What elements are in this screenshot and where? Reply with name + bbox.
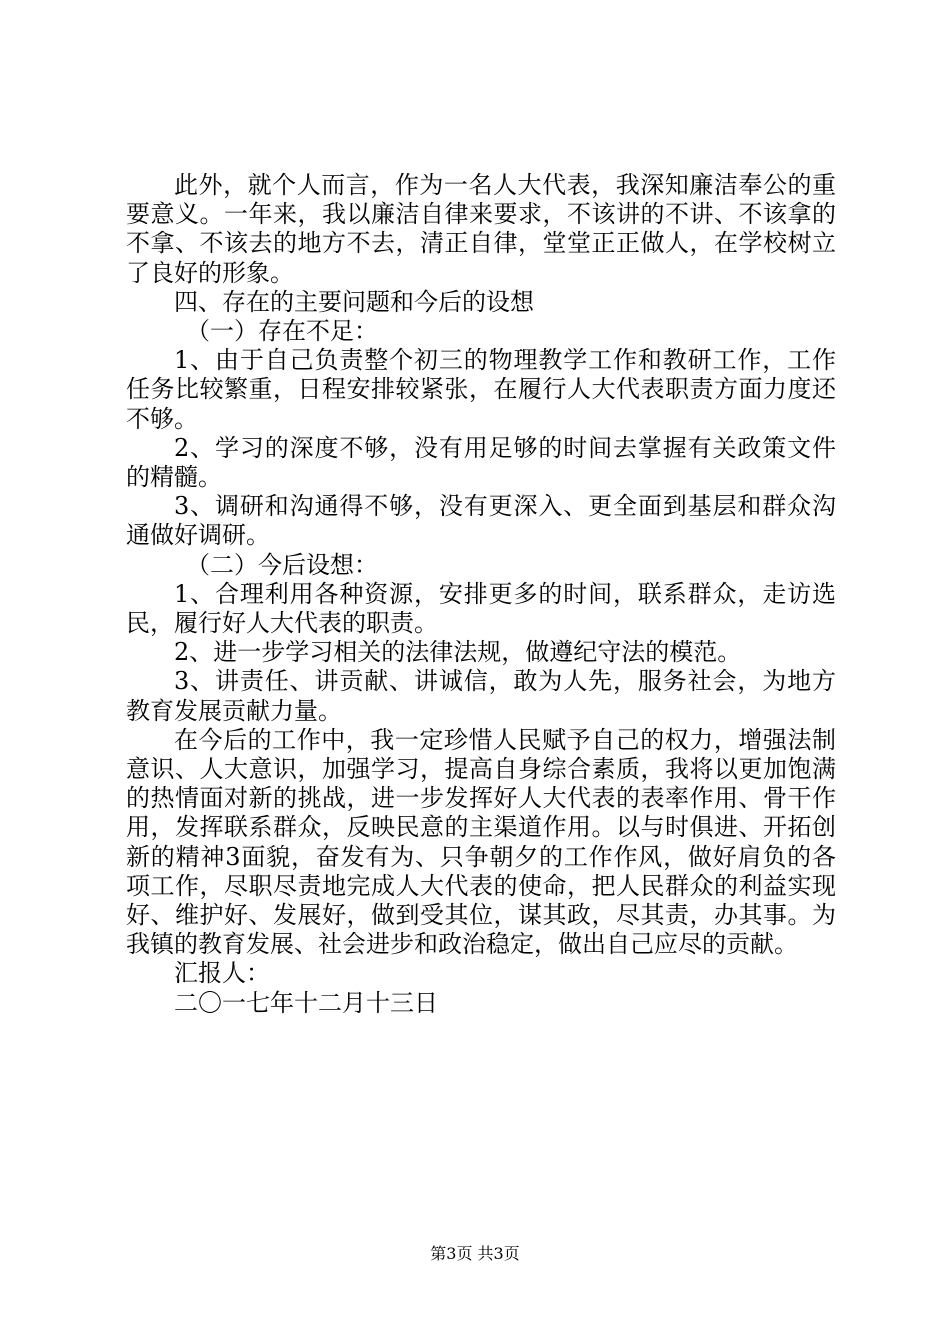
section-heading-problems-plans: 四、存在的主要问题和今后的设想 [174, 287, 534, 316]
list-item-shortcoming-1: 1、由于自己负责整个初三的物理教学工作和教研工作，工作任务比较繁重，日程安排较紧张，在履行人大代表职责方面力度还不够。 [126, 346, 836, 433]
page-number-footer: 第3页 共3页 [430, 1244, 520, 1263]
list-item-plan-2: 2、进一步学习相关的法律法规，做遵纪守法的模范。 [174, 638, 742, 667]
list-item-shortcoming-2: 2、学习的深度不够，没有用足够的时间去掌握有关政策文件的精髓。 [126, 433, 836, 492]
paragraph-conclusion: 在今后的工作中，我一定珍惜人民赋予自己的权力，增强法制意识、人大意识，加强学习，提高自身综合素质，我将以更加饱满的热情面对新的挑战，进一步发挥好人大代表的表率作用、骨干作用，发挥联系群众，反映民意的主渠道作用。以与时俱进、开拓创新的精神3面貌，奋发有为、只争朝夕的工作作风，做好肩负的各项工作，尽职尽责地完成人大代表的使命，把人民群众的利益实现好、维护好、发展好，做到受其位，谋其政，尽其责，办其事。为我镇的教育发展、社会进步和政治稳定，做出自己应尽的贡献。 [126, 725, 836, 959]
document-date: 二〇一七年十二月十三日 [174, 988, 438, 1017]
paragraph-integrity: 此外，就个人而言，作为一名人大代表，我深知廉洁奉公的重要意义。一年来，我以廉洁自律来要求，不该讲的不讲、不该拿的不拿、不该去的地方不去，清正自律，堂堂正正做人，在学校树立了良好的形象。 [126, 171, 836, 287]
reporter-label: 汇报人： [174, 959, 270, 988]
subheading-future-plans: （二）今后设想： [186, 550, 378, 579]
list-item-plan-1: 1、合理利用各种资源，安排更多的时间，联系群众，走访选民，履行好人大代表的职责。 [126, 579, 836, 638]
list-item-plan-3: 3、讲责任、讲贡献、讲诚信，敢为人先，服务社会，为地方教育发展贡献力量。 [126, 667, 836, 725]
list-item-shortcoming-3: 3、调研和沟通得不够，没有更深入、更全面到基层和群众沟通做好调研。 [126, 492, 836, 550]
subheading-shortcomings: （一）存在不足： [186, 317, 378, 346]
document-body [126, 171, 836, 1018]
